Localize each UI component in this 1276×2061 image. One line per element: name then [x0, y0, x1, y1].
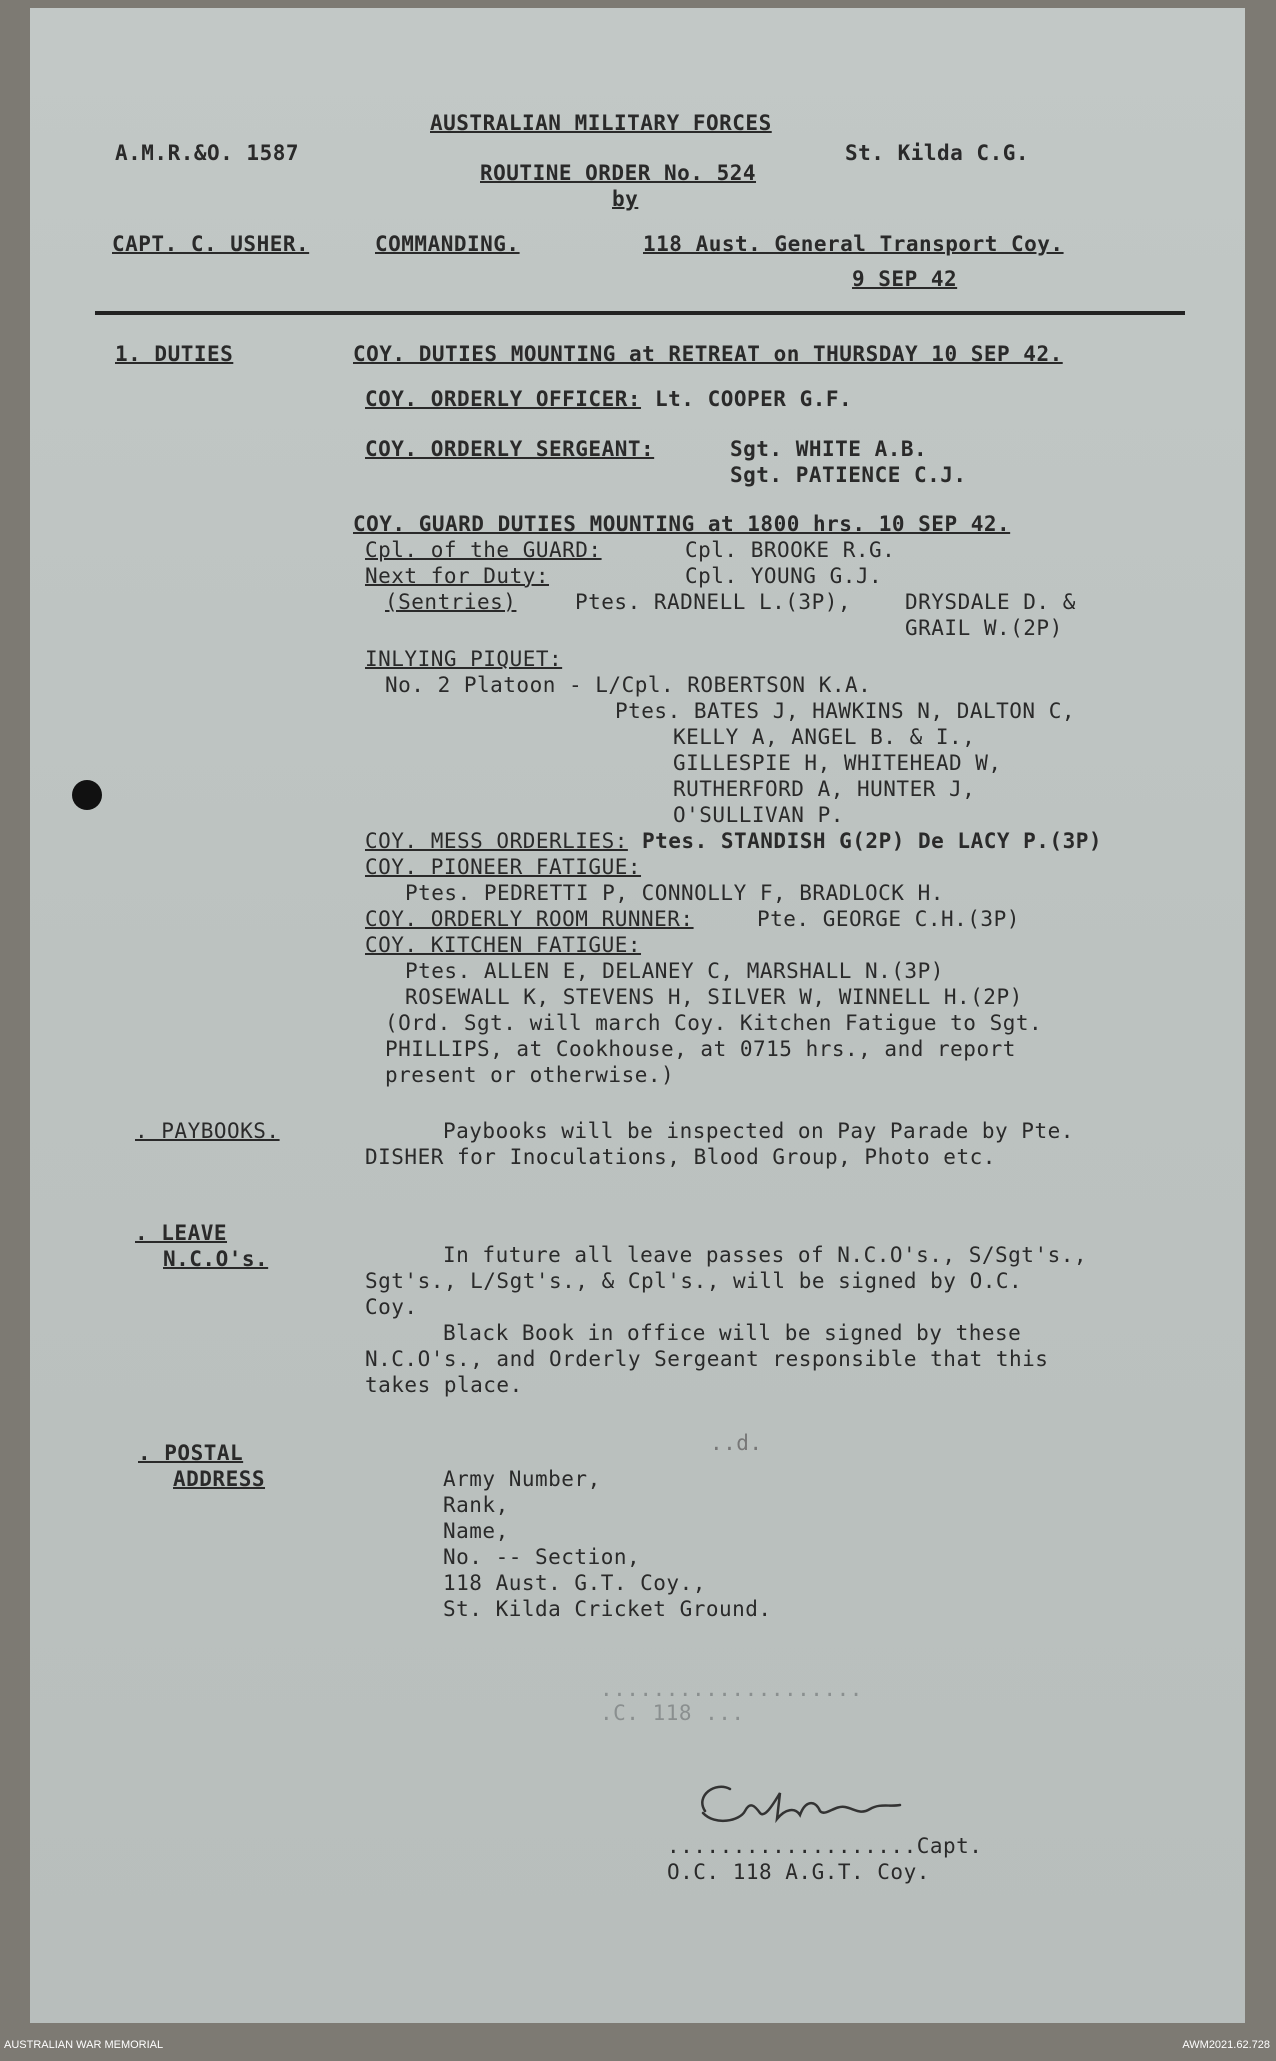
signature-oc: O.C. 118 A.G.T. Coy. — [667, 1860, 930, 1884]
sentries-label: (Sentries) — [385, 590, 517, 614]
paybooks-line-2: DISHER for Inoculations, Blood Group, Photo etc. — [365, 1145, 996, 1169]
mess-label: COY. MESS ORDERLIES: — [365, 829, 628, 853]
duties-heading: 1. DUTIES — [115, 342, 234, 366]
kitchen-5: present or otherwise.) — [385, 1063, 675, 1087]
postal-line-1: Army Number, — [443, 1467, 601, 1491]
organisation-title: AUSTRALIAN MILITARY FORCES — [430, 111, 772, 135]
footer-accession: AWM2021.62.728 — [1182, 2039, 1270, 2051]
faint-mark: ..d. — [710, 1431, 763, 1455]
footer-source: AUSTRALIAN WAR MEMORIAL — [4, 2039, 164, 2051]
stamp-dots: .................... — [600, 1677, 863, 1701]
kitchen-1: Ptes. ALLEN E, DELANEY C, MARSHALL N.(3P) — [405, 959, 944, 983]
leave-line-3: Coy. — [365, 1295, 418, 1319]
guard-heading: COY. GUARD DUTIES MOUNTING at 1800 hrs. 10 SEP 42. — [353, 512, 1011, 536]
postal-line-4: No. -- Section, — [443, 1545, 641, 1569]
postal-line-5: 118 Aust. G.T. Coy., — [443, 1571, 706, 1595]
postal-line-2: Rank, — [443, 1493, 509, 1517]
pioneer-fatigue: Ptes. PEDRETTI P, CONNOLLY F, BRADLOCK H. — [405, 881, 944, 905]
next-duty-label: Next for Duty: — [365, 564, 550, 588]
paybooks-heading: . PAYBOOKS. — [135, 1119, 280, 1143]
header-rule — [95, 311, 1185, 315]
piquet-1: No. 2 Platoon - L/Cpl. ROBERTSON K.A. — [385, 673, 872, 697]
piquet-2: Ptes. BATES J, HAWKINS N, DALTON C, — [615, 699, 1076, 723]
punch-hole — [72, 780, 102, 810]
cpl-guard-label: Cpl. of the GUARD: — [365, 538, 602, 562]
postal-heading: . POSTAL — [138, 1441, 244, 1465]
paybooks-line-1: Paybooks will be inspected on Pay Parade by Pte. — [443, 1119, 1074, 1143]
commanding-label: COMMANDING. — [375, 232, 520, 256]
routine-order-number: ROUTINE ORDER No. 524 — [480, 161, 757, 185]
postal-line-6: St. Kilda Cricket Ground. — [443, 1597, 772, 1621]
orderly-sergeant-2: Sgt. PATIENCE C.J. — [730, 463, 967, 487]
cpl-guard: Cpl. BROOKE R.G. — [685, 538, 896, 562]
handwritten-signature — [685, 1771, 945, 1841]
kitchen-3: (Ord. Sgt. will march Coy. Kitchen Fatigue to Sgt. — [385, 1011, 1043, 1035]
sentries-1: Ptes. RADNELL L.(3P), — [575, 590, 852, 614]
piquet-label: INLYING PIQUET: — [365, 647, 563, 671]
order-reference: A.M.R.&O. 1587 — [115, 141, 300, 165]
leave-line-6: takes place. — [365, 1373, 523, 1397]
document-page — [30, 8, 1245, 2023]
mess-orderlies: Ptes. STANDISH G(2P) De LACY P.(3P) — [642, 829, 1103, 853]
postal-heading-address: ADDRESS — [173, 1467, 266, 1491]
runner-label: COY. ORDERLY ROOM RUNNER: — [365, 907, 694, 931]
orderly-sergeant-1: Sgt. WHITE A.B. — [730, 437, 928, 461]
location: St. Kilda C.G. — [845, 141, 1030, 165]
next-duty: Cpl. YOUNG G.J. — [685, 564, 883, 588]
piquet-5: RUTHERFORD A, HUNTER J, — [673, 777, 976, 801]
orderly-officer: Lt. COOPER G.F. — [655, 387, 853, 411]
leave-line-1: In future all leave passes of N.C.O's., S/Sgt's., — [443, 1243, 1088, 1267]
stamp-text: .C. 118 ... — [600, 1701, 745, 1725]
kitchen-label: COY. KITCHEN FATIGUE: — [365, 933, 642, 957]
pioneer-label: COY. PIONEER FATIGUE: — [365, 855, 642, 879]
unit-name: 118 Aust. General Transport Coy. — [643, 232, 1064, 256]
signature-capt-line: ...................Capt. — [667, 1834, 983, 1858]
piquet-3: KELLY A, ANGEL B. & I., — [673, 725, 976, 749]
officer-name: CAPT. C. USHER. — [112, 232, 310, 256]
orderly-officer-label: COY. ORDERLY OFFICER: — [365, 387, 642, 411]
leave-line-5: N.C.O's., and Orderly Sergeant responsible that this — [365, 1347, 1049, 1371]
room-runner: Pte. GEORGE C.H.(3P) — [757, 907, 1020, 931]
sentries-2: DRYSDALE D. & — [905, 590, 1076, 614]
postal-line-3: Name, — [443, 1519, 509, 1543]
piquet-6: O'SULLIVAN P. — [673, 803, 844, 827]
archive-footer — [0, 2033, 1276, 2061]
kitchen-2: ROSEWALL K, STEVENS H, SILVER W, WINNELL H.(2P) — [405, 985, 1023, 1009]
leave-line-4: Black Book in office will be signed by these — [443, 1321, 1022, 1345]
leave-heading: . LEAVE — [135, 1221, 228, 1245]
sentries-3: GRAIL W.(2P) — [905, 616, 1063, 640]
duties-mounting: COY. DUTIES MOUNTING at RETREAT on THURSDAY 10 SEP 42. — [353, 342, 1063, 366]
orderly-sergeant-label: COY. ORDERLY SERGEANT: — [365, 437, 655, 461]
by-line: by — [612, 187, 639, 211]
piquet-4: GILLESPIE H, WHITEHEAD W, — [673, 751, 1002, 775]
order-date: 9 SEP 42 — [852, 267, 958, 291]
leave-heading-nco: N.C.O's. — [163, 1247, 269, 1271]
kitchen-4: PHILLIPS, at Cookhouse, at 0715 hrs., and report — [385, 1037, 1016, 1061]
leave-line-2: Sgt's., L/Sgt's., & Cpl's., will be signed by O.C. — [365, 1269, 1023, 1293]
